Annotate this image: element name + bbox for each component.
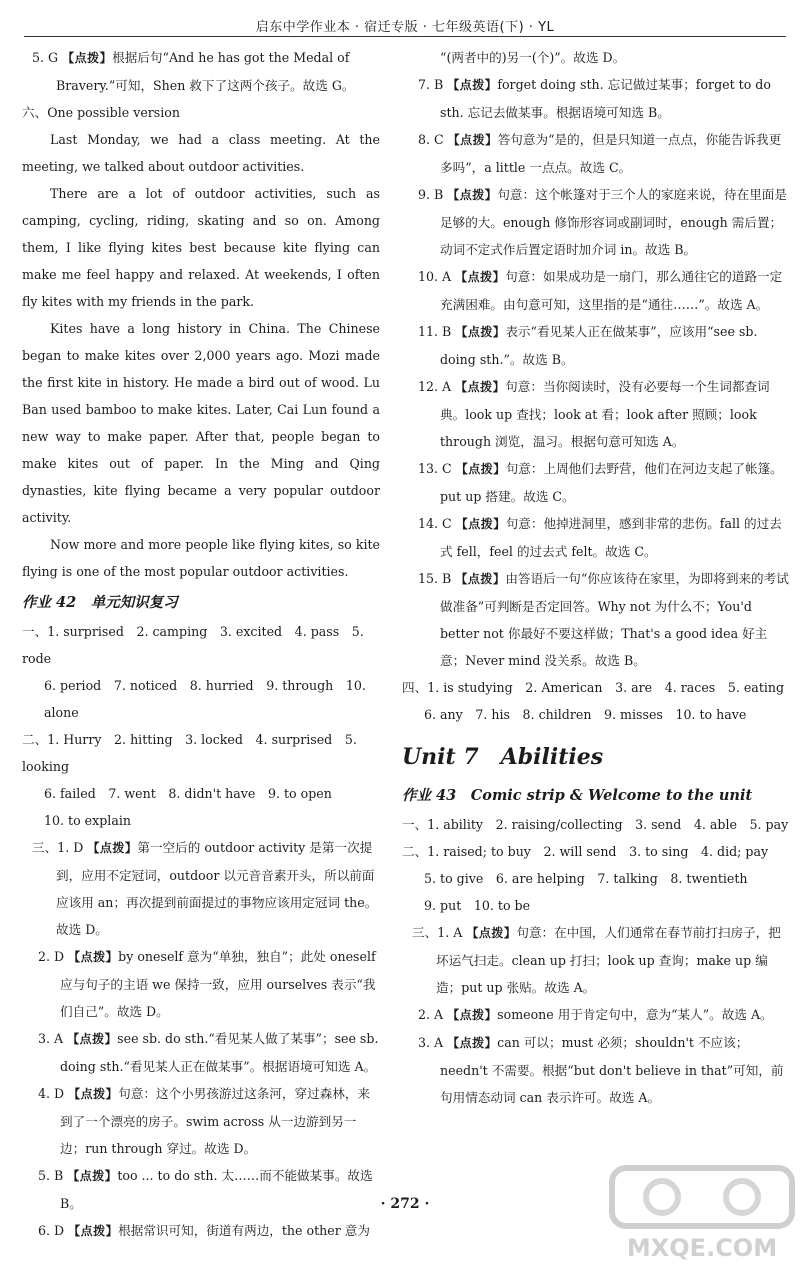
- answer-item: [402, 1029, 790, 1111]
- item-number: 三、1. A: [412, 925, 463, 940]
- item-text: someone 用于肯定句中，意为“某人”。故选 A。: [497, 1007, 773, 1022]
- item-text: can 可以；must 必须；shouldn't 不应该；needn't 不需要。根据“but don't believe in that”可知，前句用情态动词 can 表示许可。故选 A。: [440, 1035, 784, 1105]
- hint-tag: 【点拨】: [455, 517, 506, 531]
- item-text: 句意：他掉进洞里，感到非常的悲伤。fall 的过去式 fell，feel 的过去式 felt。故选 C。: [440, 516, 782, 559]
- answer-item: [402, 455, 790, 510]
- hint-tag: 【点拨】: [455, 270, 506, 284]
- item-number: 5. G: [32, 50, 59, 65]
- item-text: 表示“看见某人正在做某事”，应该用“see sb. doing sth.”。故选 B。: [440, 324, 758, 367]
- hint-tag: 【点拨】: [447, 78, 498, 92]
- hint-tag: 【点拨】: [455, 325, 506, 339]
- item-number: 2. A: [418, 1007, 444, 1022]
- answer-line: 二、1. raised; to buy 2. will send 3. to sing 4. did; pay: [402, 844, 769, 859]
- hint-tag: 【点拨】: [68, 1087, 119, 1101]
- header-title: 启东中学作业本 · 宿迁专版 · 七年级英语(下) · YL: [255, 20, 555, 35]
- hint-tag: 【点拨】: [447, 1008, 498, 1022]
- item-number: 6. D: [38, 1223, 65, 1238]
- item-number: 9. B: [418, 187, 444, 202]
- answer-item: [402, 263, 790, 318]
- homework-title: 作业 42 单元知识复习: [22, 594, 178, 611]
- item-number: 15. B: [418, 571, 452, 586]
- item-number: 14. C: [418, 516, 452, 531]
- answer-line: 一、1. ability 2. raising/collecting 3. send 4. able 5. pay: [402, 817, 789, 832]
- item-text: 由答语后一句“你应该待在家里，为即将到来的考试做准备”可判断是否定回答。Why not 为什么不；You'd better not 你最好不要这样做；That's a good idea 好主意；Never mind 没关系。故选 B。: [440, 571, 789, 668]
- answer-item: [22, 943, 380, 1025]
- item-number: 3. A: [418, 1035, 444, 1050]
- answer-line: 二、1. Hurry 2. hitting 3. locked 4. surprised 5. looking: [22, 732, 357, 774]
- answer-line: 10. to explain: [44, 813, 131, 828]
- item-text: 根据后句“And he has got the Medal of Bravery.”可知，Shen 救下了这两个孩子。故选 G。: [56, 50, 355, 93]
- item-number: 13. C: [418, 461, 452, 476]
- essay-paragraph: Now more and more people like flying kites, so kite flying is one of the most popular outdoor activities.: [22, 537, 380, 579]
- item-number: 4. D: [38, 1086, 65, 1101]
- answer-item: [22, 1217, 380, 1245]
- answer-item: [402, 919, 790, 1001]
- answer-item: [402, 318, 790, 373]
- right-column: [402, 44, 790, 1111]
- item-number: 3. A: [38, 1031, 64, 1046]
- hint-tag: 【点拨】: [67, 1032, 118, 1046]
- item-text: too ... to do sth. 太……而不能做某事。故选 B。: [60, 1168, 373, 1211]
- answer-line: 四、1. is studying 2. American 3. are 4. races 5. eating: [402, 680, 785, 695]
- answer-item: [402, 510, 790, 565]
- answer-item: [22, 834, 380, 943]
- hint-tag: 【点拨】: [447, 188, 498, 202]
- answer-item: [402, 71, 790, 126]
- item-number: 10. A: [418, 269, 452, 284]
- answer-item: [402, 181, 790, 263]
- item-text: 句意：这个帐篷对于三个人的家庭来说，待在里面是足够的大。enough 修饰形容词或副词时，enough 需后置；动词不定式作后置定语时加介词 in。故选 B。: [440, 187, 787, 257]
- hint-tag: 【点拨】: [455, 572, 506, 586]
- answer-line: 6. period 7. noticed 8. hurried 9. through 10. alone: [44, 678, 366, 720]
- item-text: 句意：如果成功是一扇门，那么通往它的道路一定充满困难。由句意可知，这里指的是“通往……”。故选 A。: [440, 269, 783, 312]
- hint-tag: 【点拨】: [68, 1224, 119, 1238]
- item-number: 11. B: [418, 324, 452, 339]
- watermark-logo: [602, 1160, 802, 1270]
- hint-tag: 【点拨】: [466, 926, 517, 940]
- hint-tag: 【点拨】: [455, 380, 506, 394]
- continuation-text: “(两者中的)另一(个)”。故选 D。: [440, 50, 626, 65]
- essay-paragraph: There are a lot of outdoor activities, such as camping, cycling, riding, skating and so on. Among them, I like flying kites best because kite flying can make me feel happy and relaxed. At weekends, I often fly kites with my friends in the park.: [22, 186, 380, 309]
- item-text: see sb. do sth.“看见某人做了某事”；see sb. doing sth.“看见某人正在做某事”。根据语境可知选 A。: [60, 1031, 379, 1074]
- unit-title: Unit 7 Abilities: [402, 744, 604, 770]
- left-column: [22, 44, 380, 1245]
- essay-paragraph: Last Monday, we had a class meeting. At the meeting, we talked about outdoor activities.: [22, 132, 380, 174]
- item-text: 句意：上周他们去野营，他们在河边支起了帐篷。put up 搭建。故选 C。: [440, 461, 783, 504]
- answer-item: [402, 373, 790, 455]
- item-text: 答句意为“是的，但是只知道一点点，你能告诉我更多吗”，a little 一点点。故选 C。: [440, 132, 782, 175]
- essay-paragraph: Kites have a long history in China. The Chinese began to make kites over 2,000 years ago. Mozi made the first kite in history. He made a bird out of wood. Lu Ban used bamboo to make kites. Later, Cai Lun found a new way to make paper. After that, people began to make kites out of paper. In the Ming and Qing dynasties, kite flying became a very popular outdoor activity.: [22, 321, 380, 525]
- item-text: 句意：在中国，人们通常在春节前打扫房子，把坏运气扫走。clean up 打扫；look up 查询；make up 编造；put up 张贴。故选 A。: [436, 925, 781, 995]
- homework-title: 作业 43 Comic strip & Welcome to the unit: [402, 787, 753, 804]
- page-header: [0, 0, 810, 40]
- page-number: · 272 ·: [380, 1196, 430, 1212]
- answer-item: [402, 126, 790, 181]
- section-heading: 六、One possible version: [22, 105, 180, 120]
- item-number: 5. B: [38, 1168, 64, 1183]
- hint-tag: 【点拨】: [67, 1169, 118, 1183]
- hint-tag: 【点拨】: [62, 51, 113, 65]
- answer-item: [402, 1001, 790, 1029]
- item-number: 三、1. D: [32, 840, 84, 855]
- hint-tag: 【点拨】: [447, 133, 498, 147]
- answer-line: 6. any 7. his 8. children 9. misses 10. to have: [424, 707, 747, 722]
- item-number: 12. A: [418, 379, 452, 394]
- answer-line: 一、1. surprised 2. camping 3. excited 4. pass 5. rode: [22, 624, 364, 666]
- answer-line: 5. to give 6. are helping 7. talking 8. twentieth: [424, 871, 748, 886]
- item-number: 8. C: [418, 132, 444, 147]
- hint-tag: 【点拨】: [68, 950, 119, 964]
- item-text: 句意：这个小男孩游过这条河，穿过森林，来到了一个漂亮的房子。swim across 从一边游到另一边；run through 穿过。故选 D。: [60, 1086, 371, 1156]
- watermark-text: MXQE.COM: [626, 1234, 778, 1262]
- hint-tag: 【点拨】: [455, 462, 506, 476]
- hint-tag: 【点拨】: [447, 1036, 498, 1050]
- answer-item: [22, 1080, 380, 1162]
- hint-tag: 【点拨】: [87, 841, 138, 855]
- answer-item: [22, 1025, 380, 1080]
- item-text: by oneself 意为“单独，独自”；此处 oneself 应与句子的主语 we 保持一致，应用 ourselves 表示“我们自己”。故选 D。: [60, 949, 376, 1019]
- item-text: 第一空后的 outdoor activity 是第一次提到，应用不定冠词，outdoor 以元音音素开头，所以前面应该用 an；再次提到前面提过的事物应该用定冠词 the。故选 D。: [56, 840, 378, 937]
- item-text: 句意：当你阅读时，没有必要每一个生词都查词典。look up 查找；look at 看；look after 照顾；look through 浏览，温习。根据句意可知选 A。: [440, 379, 770, 449]
- answer-item: [22, 44, 380, 99]
- answer-item: [402, 565, 790, 674]
- item-text: forget doing sth. 忘记做过某事；forget to do sth. 忘记去做某事。根据语境可知选 B。: [440, 77, 771, 120]
- item-number: 7. B: [418, 77, 444, 92]
- answer-line: 6. failed 7. went 8. didn't have 9. to open: [44, 786, 332, 801]
- item-text: 根据常识可知，街道有两边，the other 意为: [118, 1223, 370, 1238]
- header-rule: [24, 36, 786, 37]
- item-number: 2. D: [38, 949, 65, 964]
- answer-line: 9. put 10. to be: [424, 898, 531, 913]
